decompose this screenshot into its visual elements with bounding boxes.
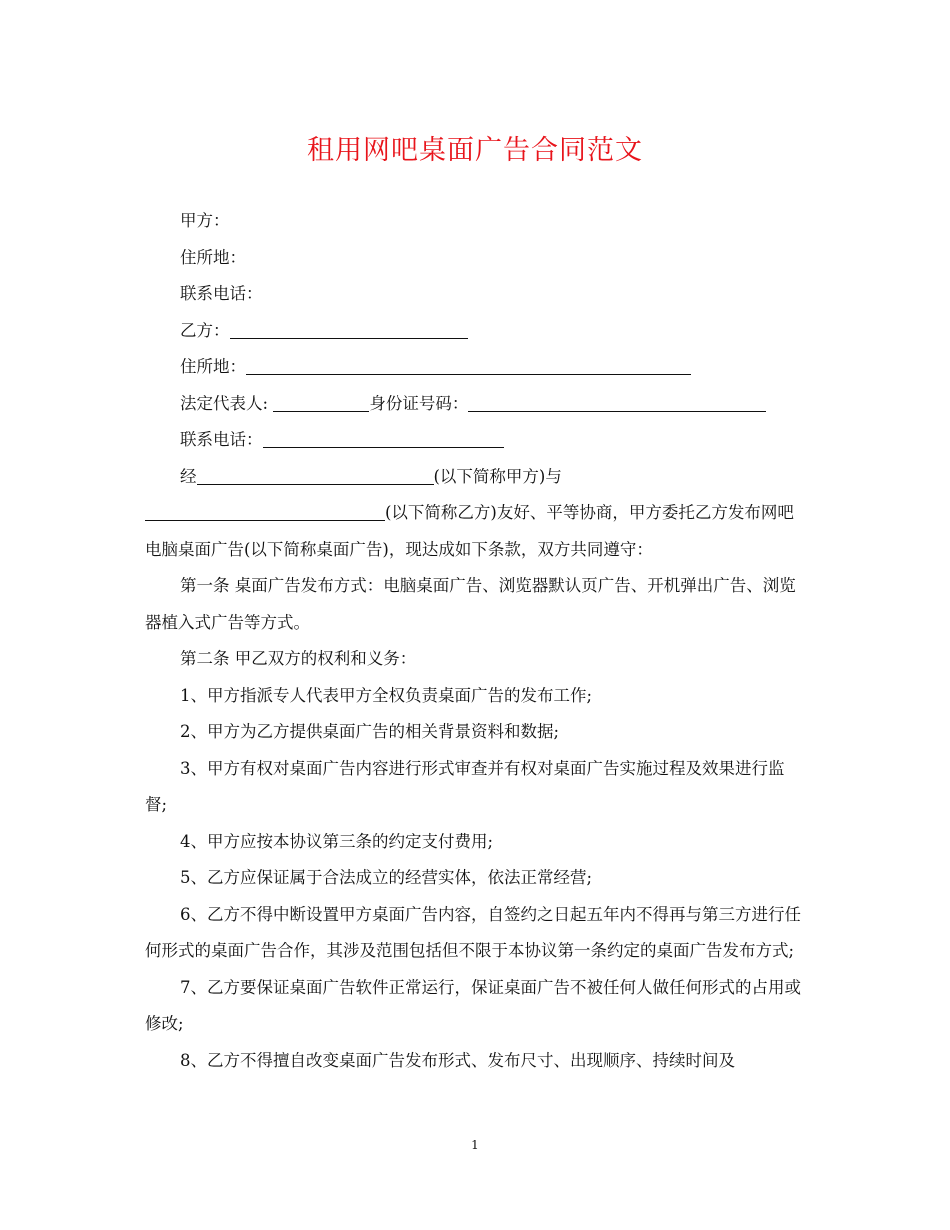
clause-item: 7、乙方要保证桌面广告软件正常运行，保证桌面广告不被任何人做任何形式的占用或修改;	[145, 977, 801, 1033]
party-a-line	[145, 203, 805, 240]
page-number: 1	[471, 1138, 479, 1152]
party-b-blank	[230, 320, 468, 338]
intro-line	[145, 459, 805, 496]
clause-item: 5、乙方应保证属于合法成立的经营实体，依法正常经营;	[180, 868, 593, 887]
party-a-phone-label: 联系电话：	[180, 284, 263, 303]
party-b-phone-line	[145, 422, 805, 459]
party-b-address-line	[145, 349, 805, 386]
clause-2-heading: 第二条 甲乙双方的权利和义务：	[180, 649, 417, 668]
legal-rep-label: 法定代表人:	[180, 393, 274, 413]
document-body	[145, 203, 805, 1079]
legal-rep-blank	[273, 393, 369, 411]
intro-rest: (以下简称乙方)友好、平等协商，甲方委托乙方发布网吧电脑桌面广告(以下简称桌面广告)，现达成如下条款，双方共同遵守：	[145, 503, 794, 559]
party-a-label: 甲方：	[180, 211, 230, 230]
clause-item: 2、甲方为乙方提供桌面广告的相关背景资料和数据;	[180, 722, 560, 741]
id-number-label: 身份证号码：	[369, 393, 469, 413]
party-b-address-blank	[246, 357, 691, 375]
party-b-label: 乙方：	[180, 320, 230, 340]
clause-item: 1、甲方指派专人代表甲方全权负责桌面广告的发布工作;	[180, 685, 593, 705]
party-b-phone-blank	[263, 430, 504, 448]
intro-party-b-blank	[145, 503, 385, 521]
clause-1: 第一条 桌面广告发布方式：电脑桌面广告、浏览器默认页广告、开机弹出广告、浏览器植入式广告等方式。	[145, 576, 796, 632]
party-a-address-label: 住所地：	[180, 247, 246, 267]
clause-item: 3、甲方有权对桌面广告内容进行形式审查并有权对桌面广告实施过程及效果进行监督;	[145, 758, 785, 814]
intro-party-a-ref: (以下简称甲方)与	[433, 466, 562, 486]
id-number-blank	[468, 393, 766, 411]
intro-start: 经	[180, 466, 197, 486]
legal-rep-line	[145, 386, 805, 423]
clause-item: 4、甲方应按本协议第三条的约定支付费用;	[180, 831, 494, 851]
intro-party-a-blank	[197, 466, 434, 484]
party-b-address-label: 住所地：	[180, 357, 246, 376]
party-a-address-line	[145, 240, 805, 277]
clause-item: 6、乙方不得中断设置甲方桌面广告内容，自签约之日起五年内不得再与第三方进行任何形式的桌面广告合作，其涉及范围包括但不限于本协议第一条约定的桌面广告发布方式;	[145, 904, 801, 960]
party-a-phone-line	[145, 276, 805, 313]
document-title: 租用网吧桌面广告合同范文	[307, 135, 643, 166]
party-b-phone-label: 联系电话：	[180, 430, 263, 449]
party-b-line	[145, 313, 805, 350]
clause-item: 8、乙方不得擅自改变桌面广告发布形式、发布尺寸、出现顺序、持续时间及	[180, 1050, 735, 1070]
intro-paragraph	[145, 495, 805, 568]
